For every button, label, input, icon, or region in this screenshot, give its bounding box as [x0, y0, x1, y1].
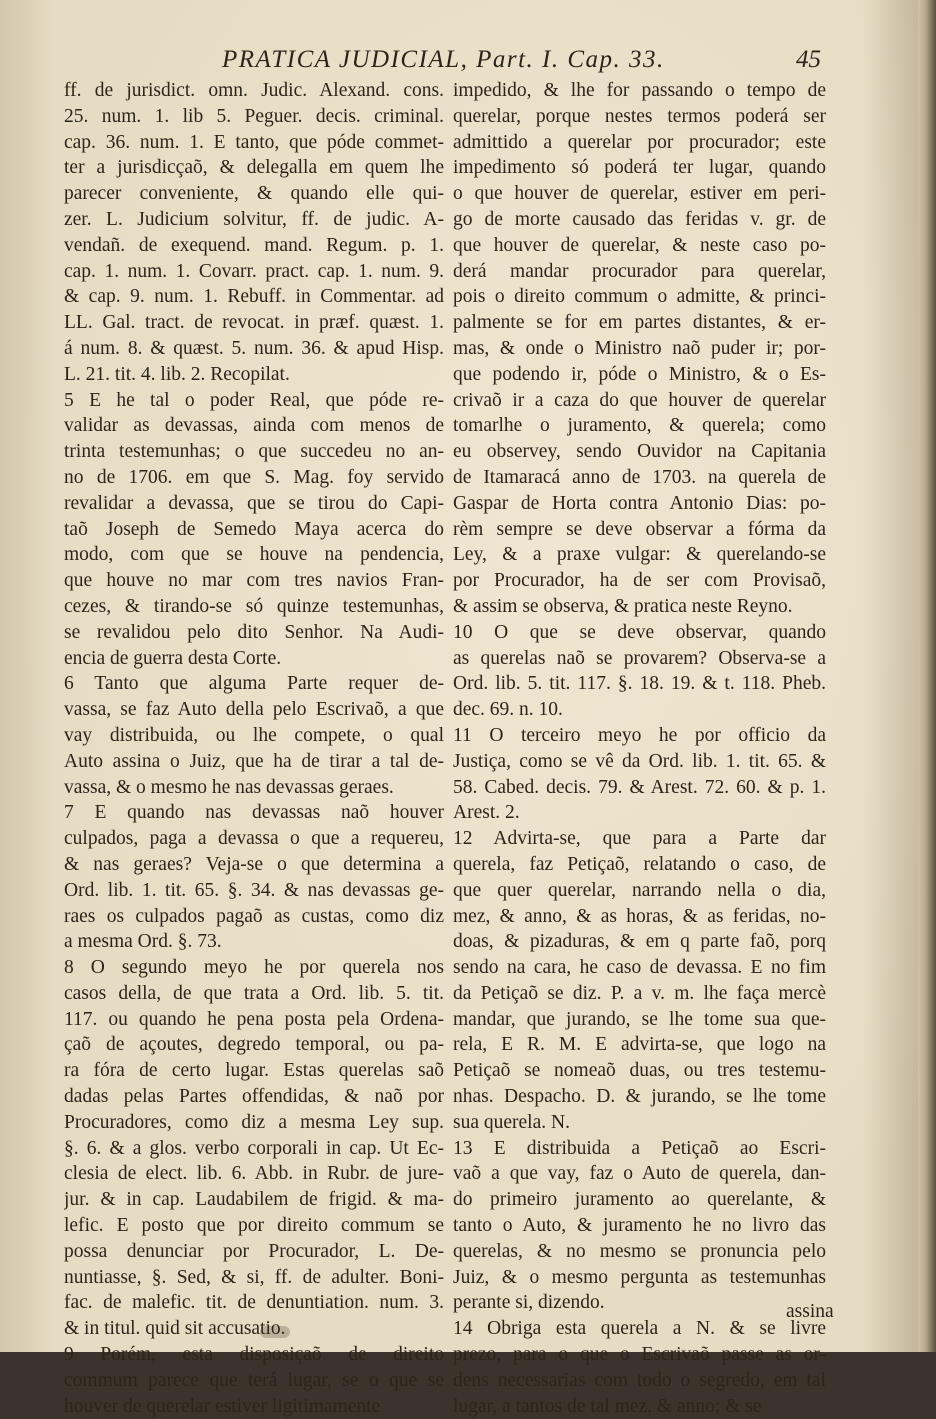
text-line: mez, & anno, & as horas, & as feridas, no-	[453, 905, 826, 927]
text-line: vendañ. de exequend. mand. Regum. p. 1.	[64, 234, 444, 256]
text-line: 10 O que se deve observar, quando	[453, 621, 826, 643]
text-line: Ley, & a praxe vulgar: & querelando-se	[453, 544, 826, 566]
text-line: 5 E he tal o poder Real, que póde re-	[64, 389, 444, 411]
text-line: fac. de malefic. tit. de denuntiation. num. 3.	[64, 1292, 444, 1314]
text-line: çaõ de açoutes, degredo temporal, ou pa-	[64, 1034, 444, 1056]
text-line: & nas geraes? Veja-se o que determina a	[64, 853, 444, 875]
text-line: & assim se observa, & pratica neste Reyno.	[453, 595, 793, 617]
text-line: Ord. lib. 5. tit. 117. §. 18. 19. & t. 118. Pheb.	[453, 673, 826, 695]
text-line: mandar, que jurando, se lhe tome sua que-	[453, 1008, 826, 1030]
page-number: 45	[796, 46, 821, 73]
text-line: 8 O segundo meyo he por querela nos	[64, 957, 444, 979]
text-line: cezes, & tirando-se só quinze testemunhas,	[64, 595, 444, 617]
text-line: 14 Obriga esta querela a N. & se livre	[453, 1318, 826, 1340]
text-line: ra fóra de certo lugar. Estas querelas saõ	[64, 1060, 444, 1082]
right-text-column	[453, 78, 826, 1419]
text-line: vaõ a que vay, faz o Auto de querela, dan-	[453, 1163, 826, 1185]
text-line: 12 Advirta-se, que para a Parte dar	[453, 828, 826, 850]
text-line: revalidar a devassa, que se tirou do Capi-	[64, 492, 444, 514]
text-line: nuntiasse, §. Sed, & si, ff. de adulter. Boni-	[64, 1266, 444, 1288]
text-line: Auto assina o Juiz, que ha de tirar a tal de-	[64, 750, 444, 772]
text-line: 117. ou quando he pena posta pela Ordena-	[64, 1008, 444, 1030]
book-spine-edge	[918, 0, 936, 1352]
text-line: prezo, para o que o Escrivaõ passe as or-	[453, 1344, 826, 1366]
text-line: por Procurador, ha de ser com Provisaõ,	[453, 570, 826, 592]
running-title: PRATICA JUDICIAL, Part. I. Cap. 33.	[222, 46, 665, 73]
text-line: taõ Joseph de Semedo Maya acerca do	[64, 518, 444, 540]
text-line: Gaspar de Horta contra Antonio Dias: po-	[453, 492, 826, 514]
text-line: §. 6. & a glos. verbo corporali in cap. Ut Ec-	[64, 1137, 444, 1159]
text-line: zer. L. Judicium solvitur, ff. de judic. A-	[64, 208, 444, 230]
text-line: clesia de elect. lib. 6. Abb. in Rubr. de jure-	[64, 1163, 444, 1185]
text-line: querelar, porque nestes termos poderá ser	[453, 105, 826, 127]
text-line: no de 1706. em que S. Mag. foy servido	[64, 466, 444, 488]
text-line: cap. 1. num. 1. Covarr. pract. cap. 1. num. 9.	[64, 260, 444, 282]
text-line: 25. num. 1. lib 5. Peguer. decis. criminal.	[64, 105, 444, 127]
text-line: go de morte causado das feridas v. gr. de	[453, 208, 826, 230]
text-line: sendo na cara, he caso de devassa. E no fim	[453, 957, 826, 979]
text-line: Ord. lib. 1. tit. 65. §. 34. & nas devassas ge-	[64, 879, 444, 901]
text-line: cap. 36. num. 1. E tanto, que póde commet-	[64, 131, 444, 153]
text-line: lefic. E posto que por direito commum se	[64, 1215, 444, 1237]
text-line: & in titul. quid sit accusatio.	[64, 1318, 286, 1340]
text-line: dadas pelas Partes offendidas, & naõ por	[64, 1086, 444, 1108]
text-line: parecer conveniente, & quando elle qui-	[64, 183, 444, 205]
text-line: tomarlhe o juramento, & querela; como	[453, 415, 826, 437]
text-line: do primeiro juramento ao querelante, &	[453, 1189, 826, 1211]
text-line: impedido, & lhe for passando o tempo de	[453, 80, 826, 101]
text-line: & cap. 9. num. 1. Rebuff. in Commentar. ad	[64, 286, 444, 308]
text-line: impedimento só poderá ter lugar, quando	[453, 157, 826, 179]
text-line: que houve no mar com tres navios Fran-	[64, 570, 444, 592]
text-line: 58. Cabed. decis. 79. & Arest. 72. 60. & p. 1.	[453, 776, 826, 798]
text-line: doas, & pizaduras, & em q parte faõ, porq	[453, 931, 826, 953]
text-line: crivaõ ir a caza do que houver de querelar	[453, 389, 826, 411]
text-line: querelas, & no mesmo se pronuncia pelo	[453, 1240, 826, 1262]
text-line: Juiz, & o mesmo pergunta as testemunhas	[453, 1266, 826, 1288]
text-line: vassa, se faz Auto della pelo Escrivaõ, a que	[64, 699, 444, 721]
text-line: o que houver de querelar, estiver em peri-	[453, 183, 826, 205]
text-line: lugar, a tantos de tal mez, & anno; & se	[453, 1395, 762, 1417]
text-line: admittido a querelar por procurador; este	[453, 131, 826, 153]
text-line: 11 O terceiro meyo he por officio da	[453, 724, 826, 746]
text-line: rèm sempre se deve observar a fórma da	[453, 518, 826, 540]
text-line: á num. 8. & quæst. 5. num. 36. & apud Hisp.	[64, 337, 444, 359]
text-line: modo, com que se houve na pendencia,	[64, 544, 444, 566]
text-line: encia de guerra desta Corte.	[64, 647, 282, 669]
text-line: que houver de querelar, & neste caso po-	[453, 234, 826, 256]
text-line: perante si, dizendo.	[453, 1292, 605, 1314]
text-line: culpados, paga a devassa o que a requereu,	[64, 828, 444, 850]
text-line: pois o direito commum o admitte, & princi-	[453, 286, 826, 308]
text-line: 13 E distribuida a Petiçaõ ao Escri-	[453, 1137, 826, 1159]
text-line: L. 21. tit. 4. lib. 2. Recopilat.	[64, 363, 290, 385]
text-line: casos della, de que trata a Ord. lib. 5. tit.	[64, 982, 444, 1004]
text-line: 7 E quando nas devassas naõ houver	[64, 802, 444, 824]
text-line: querela, faz Petiçaõ, relatando o caso, de	[453, 853, 826, 875]
text-line: ff. de jurisdict. omn. Judic. Alexand. cons.	[64, 80, 444, 101]
text-line: possa denunciar por Procurador, L. De-	[64, 1240, 444, 1262]
text-line: 6 Tanto que alguma Parte requer de-	[64, 673, 444, 695]
text-line: que quer querelar, narrando nella o dia,	[453, 879, 826, 901]
text-line: vay distribuida, ou lhe compete, o qual	[64, 724, 444, 746]
text-line: mas, & onde o Ministro naõ puder ir; por-	[453, 337, 826, 359]
text-line: 9 Porém, esta disposiçaõ de direito	[64, 1344, 444, 1366]
text-line: dec. 69. n. 10.	[453, 699, 563, 721]
text-line: rela, E R. M. E advirta-se, que logo na	[453, 1034, 826, 1056]
text-line: Arest. 2.	[453, 802, 520, 824]
text-line: raes os culpados pagaõ as custas, como diz	[64, 905, 444, 927]
text-line: eu observey, sendo Ouvidor na Capitania	[453, 441, 826, 463]
text-line: nhas. Despacho. D. & jurando, se lhe tome	[453, 1086, 826, 1108]
text-line: trinta testemunhas; o que succedeu no an-	[64, 441, 444, 463]
text-line: se revalidou pelo dito Senhor. Na Audi-	[64, 621, 444, 643]
text-line: Petiçaõ se nomeaõ duas, ou tres testemu-	[453, 1060, 826, 1082]
text-line: vassa, & o mesmo he nas devassas geraes.	[64, 776, 394, 798]
text-line: Justiça, como se vê da Ord. lib. 1. tit. 65. &	[453, 750, 826, 772]
text-line: Procuradores, como diz a mesma Ley sup.	[64, 1111, 444, 1133]
text-line: palmente se for em partes distantes, & er-	[453, 312, 826, 334]
text-line: tanto o Auto, & juramento he no livro das	[453, 1215, 826, 1237]
text-line: sua querela. N.	[453, 1111, 570, 1133]
text-line: commum parece que terá lugar, se o que se	[64, 1369, 444, 1391]
ink-smudge	[260, 1326, 290, 1338]
text-line: da Petiçaõ se diz. P. a v. m. lhe faça mercè	[453, 982, 826, 1004]
text-line: jur. & in cap. Laudabilem de frigid. & ma-	[64, 1189, 444, 1211]
text-line: ter a jurisdicçaõ, & delegalla em quem lhe	[64, 157, 444, 179]
text-line: que podendo ir, póde o Ministro, & o Es-	[453, 363, 826, 385]
catchword: assina	[786, 1301, 834, 1322]
text-line: houver de querelar estiver ligitimamente	[64, 1395, 381, 1417]
text-line: as querelas naõ se provarem? Observa-se a	[453, 647, 826, 669]
text-line: a mesma Ord. §. 73.	[64, 931, 222, 953]
text-line: de Itamaracá anno de 1703. na querela de	[453, 466, 826, 488]
text-line: validar as devassas, ainda com menos de	[64, 415, 444, 437]
text-line: dens necessarias com todo o segredo, em tal	[453, 1369, 826, 1391]
text-line: LL. Gal. tract. de revocat. in præf. quæst. 1.	[64, 312, 444, 334]
text-line: derá mandar procurador para querelar,	[453, 260, 826, 282]
left-text-column	[64, 78, 444, 1419]
